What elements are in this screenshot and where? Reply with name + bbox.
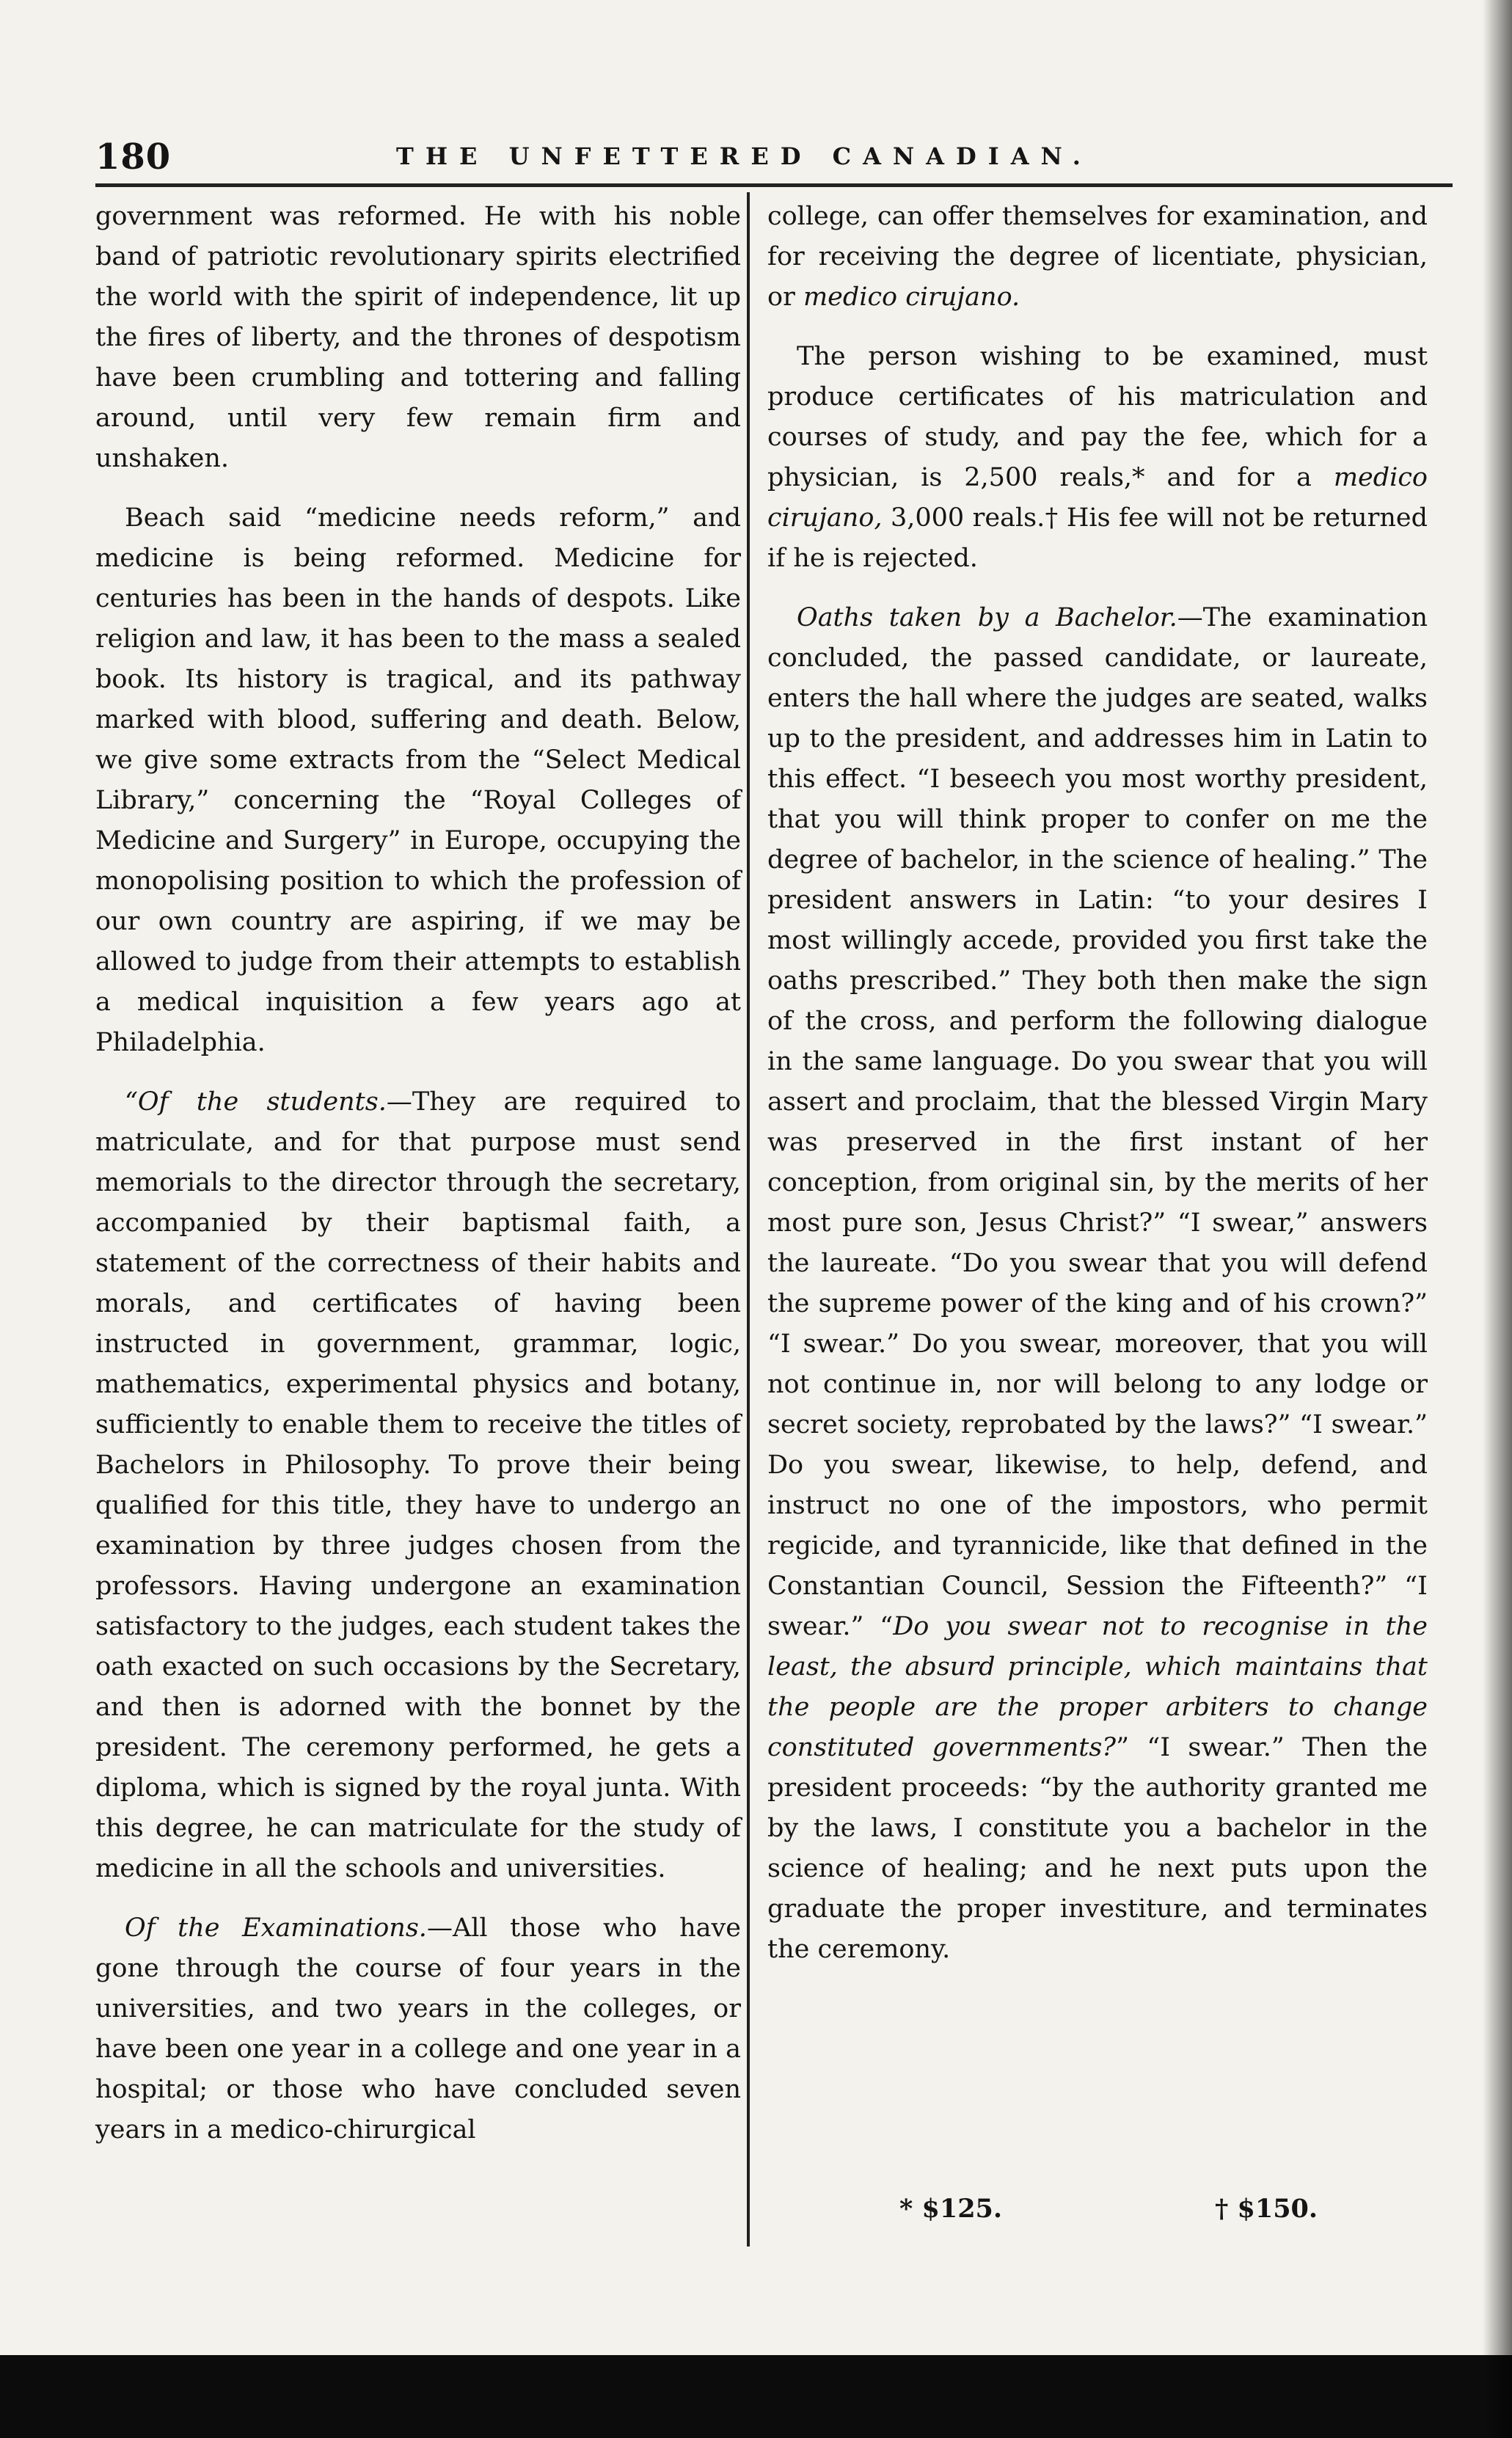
left-paragraph-3 [95,1082,741,1889]
right-column [767,197,1428,1989]
right-paragraph-2 [767,337,1428,579]
oaths-italic: Do you swear not to recognise in the least, the absurd principle, which maintains that the people are the proper arbiters to change constituted governments? [767,1612,1428,1762]
left-column [95,197,741,2169]
right-p1-italic: medico cirujano. [803,282,1020,312]
right-p2-text-a: The person wishing to be examined, must produce certificates of his matriculation and courses of study, and pay the fee, which for a physician, is 2,500 reals,* and for a [767,342,1428,492]
running-head [95,136,1453,178]
examinations-text: —All those who have gone through the course of four years in the universities, and two years in the colleges, or have been one year in a college and one year in a hospital; or those who have concluded seven years in a medico-chirurgical [95,1913,742,2145]
scan-bottom-band [0,2355,1512,2438]
students-text: —They are required to matriculate, and for that purpose must send memorials to the director through the secretary, accompanied by their baptismal faith, a statement of the correctness of their habits and morals, and certificates of having been instructed in government, grammar, logic, mathematics, experimental physics and botany, sufficiently to enable them to receive the titles of Bachelors in Philosophy. To prove their being qualified for this title, they have to undergo an examination by three judges chosen from the professors. Having undergone an examination satisfactory to the judges, each student takes the oath exacted on such occasions by the Secretary, and then is adorned with the bonnet by the president. The ceremony performed, he gets a diploma, which is signed by the royal junta. With this degree, he can matriculate for the study of medicine in all the schools and universities. [95,1087,741,1883]
right-paragraph-3 [767,598,1428,1970]
journal-title: THE UNFETTERED CANADIAN. [396,142,1092,170]
right-p2-italic: medico cirujano, [767,463,1428,533]
column-divider [747,192,750,2247]
left-paragraph-2: Beach said “medicine needs reform,” and medicine is being reformed. Medicine for centuries has been in the hands of despots. Like religion and law, it has been to the mass a sealed book. Its history is tragical, and its pathway marked with blood, suffering and death. Below, we give some extracts from the “Select Medical Library,” concerning the “Royal Colleges of Medicine and Surgery” in Europe, occupying the monopolising position to which the profession of our own country are aspiring, if we may be allowed to judge from their attempts to establish a medical inquisition a few years ago at Philadelphia. [95,503,741,1057]
students-heading: “Of the students. [125,1087,387,1117]
right-p2-text-b: 3,000 reals.† His fee will not be returned if he is rejected. [767,503,1428,573]
right-p1-text: college, can offer themselves for examination, and for receiving the degree of licentiate, physician, or [767,202,1428,312]
oaths-text-a: —The examination concluded, the passed candidate, or laureate, enters the hall where the judges are seated, walks up to the president, and addresses him in Latin to this effect. “I beseech you most worthy president, that you will think proper to confer on me the degree of bachelor, in the science of healing.” The president answers in Latin: “to your desires I most willingly accede, provided you first take the oaths prescribed.” They both then make the sign of the cross, and perform the following dialogue in the same language. Do you swear that you will assert and proclaim, that the blessed Virgin Mary was preserved in the first instant of her conception, from original sin, by the merits of her most pure son, Jesus Christ?” “I swear,” answers the laureate. “Do you swear that you will defend the supreme power of the king and of his crown?” “I swear.” Do you swear, moreover, that you will not continue in, nor will belong to any lodge or secret society, reprobated by the laws?” “I swear.” Do you swear, likewise, to help, defend, and instruct no one of the impostors, who permit regicide, and tyrannicide, like that defined in the Constantian Council, Session the Fifteenth?” “I swear.” “ [767,603,1428,1641]
oaths-text-b: ” “I swear.” Then the president proceeds: “by the authority granted me by the laws, I constitute you a bachelor in the science of healing; and he next puts upon the graduate the proper investiture, and terminates the ceremony. [767,1733,1428,1964]
oaths-heading: Oaths taken by a Bachelor. [797,603,1177,632]
left-paragraph-4 [95,1908,741,2150]
examinations-heading: Of the Examinations. [125,1913,427,1943]
footnotes [767,2194,1428,2238]
right-paragraph-1 [767,197,1428,318]
header-rule [95,183,1453,187]
scan-edge-shadow [1483,0,1512,2438]
footnote-1: * $125. [899,2194,1003,2224]
footnote-2: † $150. [1215,2194,1318,2224]
left-paragraph-1: government was reformed. He with his noble band of patriotic revolutionary spirits electrified the world with the spirit of independence, lit up the fires of liberty, and the thrones of despotism have been crumbling and tottering and falling around, until very few remain firm and unshaken. [95,202,741,473]
page-number: 180 [95,136,172,178]
